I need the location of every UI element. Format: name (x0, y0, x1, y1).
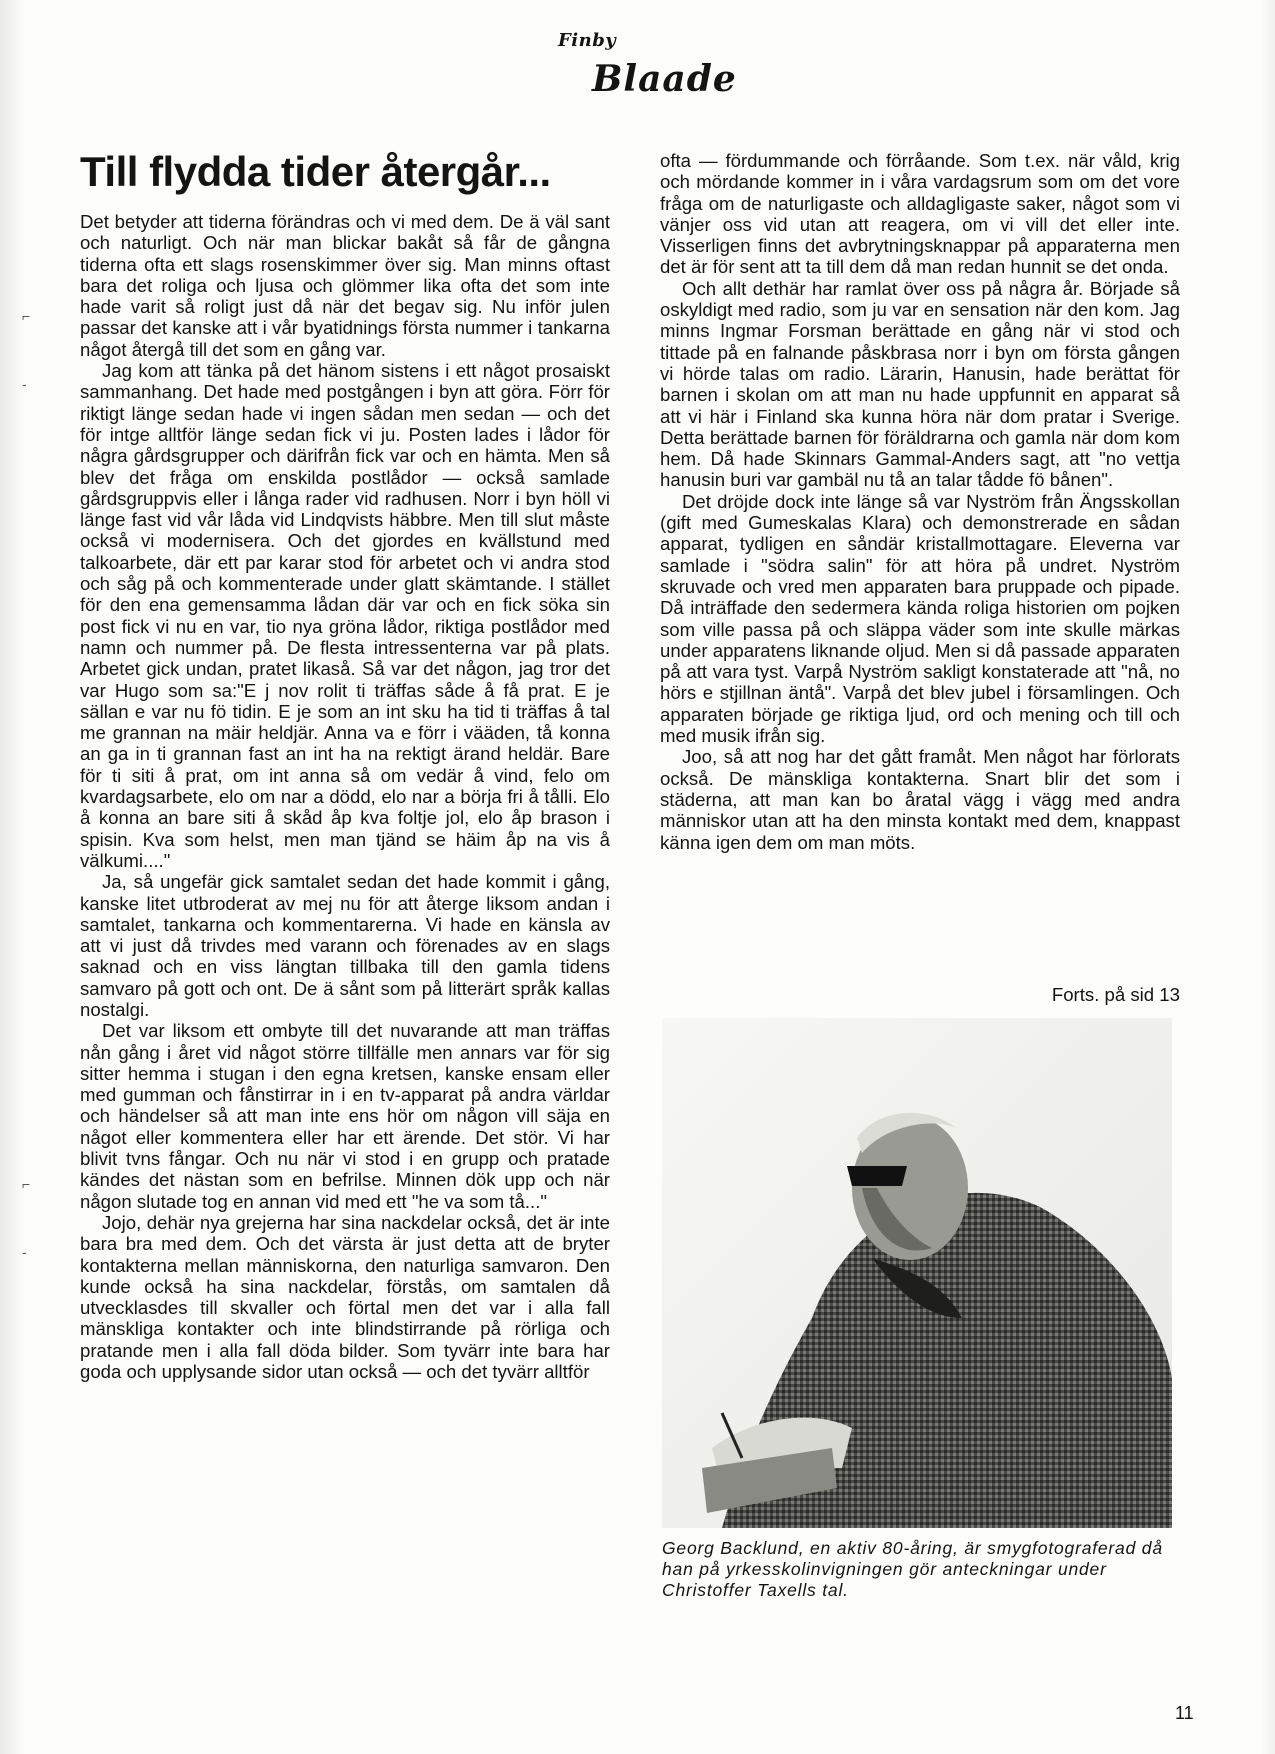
photo-caption: Georg Backlund, en aktiv 80-åring, är smygfotograferad då han på yrkesskolinvigningen gör anteckningar under Christoffer Taxells tal. (662, 1538, 1163, 1600)
margin-mark: ⌐ (22, 308, 31, 324)
photo-illustration (662, 1018, 1172, 1528)
masthead-line-2: Blaade (592, 58, 737, 100)
article-headline: Till flydda tider återgår... (80, 148, 551, 195)
article-column-left (80, 211, 610, 1382)
paragraph: Det dröjde dock inte länge så var Nyström från Ängsskollan (gift med Gumeskalas Klara) och demonstrerade en sådan apparat, tydligen en såndär kristallmottagare. Eleverna var samlade i "södra salin" för att höra på undret. Nyström skruvade och vred men apparaten bara pruppade och pipade. Då inträffade den sedermera kända roliga historien om pojken som ville passa på och släppa väder som inte skulle märkas under apparatens liknande oljud. Men si då passade apparaten på att vara tyst. Varpå Nyström sakligt konstaterade att "nå, no hörs e stjillnan äntå". Varpå det blev jubel i församlingen. Och apparaten började ge riktiga ljud, ord och mening och till och med musik ifrån sig. (660, 490, 1180, 747)
paragraph: Och allt dethär har ramlat över oss på några år. Började så oskyldigt med radio, som ju var en sensation när den kom. Jag minns Ingmar Forsman berättade en gång när vi stod och tittade på en falnande påskbrasa norr i byn om första gången vi hörde talas om radio. Lärarin, Hanusin, hade berättat för barnen i skolan om att man nu hade uppfunnit en apparat så att vi här i Finland ska kunna höra när dom pratar i Sverige. Detta berättade barnen för föräldrarna och gamla när dom kom hem. Då hade Skinnars Gammal-Anders sagt, att "no vettja hanusin buri var gambäl nu tå an talar tådde fö bånen". (660, 277, 1180, 491)
masthead-line-1: Finby (558, 30, 617, 51)
margin-mark: ‐ (22, 376, 27, 392)
page-edge-left (0, 0, 24, 1754)
paragraph: Jojo, dehär nya grejerna har sina nackdelar också, det är inte bara bra med dem. Och det värsta är just detta att de bryter kontakterna mellan människorna, den naturliga samvaron. Den kunde också ha sina nackdelar, förstås, om samtalen då utvecklasdes till skvaller och förtal men det var i alla fall mänskliga kontakter och inte blindstirrande på rörliga och pratande men i alla fall döda bilder. Som tyvärr inte bara har goda och upplysande sidor utan också — och det tyvärr alltför (80, 1211, 610, 1383)
margin-mark: ‐ (22, 1244, 27, 1260)
paragraph: Det betyder att tiderna förändras och vi med dem. De ä väl sant och naturligt. Och när man blickar bakåt så får de gångna tiderna ofta ett slags rosenskimmer över sig. Man minns oftast bara det roliga och ljusa och glömmer lika ofta det som inte hade varit så roligt just då när det begav sig. Nu inför julen passar det kanske att i vår byatidnings första nummer i tankarna något återgå till det som en gång var. (80, 211, 610, 360)
article-column-right (660, 150, 1180, 853)
paragraph: Det var liksom ett ombyte till det nuvarande att man träffas nån gång i året vid något större tillfälle men annars var för sig sitter hemma i stugan i den egna kretsen, kanske ensam eller med gumman och fånstirrar in i en tv-apparat på andra världar och händelser så att man inte ens hör om någon vill säja en något eller kommentera eller har ett ärende. Det stör. Vi har blivit tvns fångar. Och nu när vi stod i en grupp och pratade kändes det nästan som en befrilse. Minnen dök upp och när någon slutade tog en annan vid med ett "he va som tå..." (80, 1020, 610, 1212)
masthead-logo (540, 26, 760, 106)
photo-elderly-man-writing (662, 1018, 1172, 1528)
page-edge-right (1261, 0, 1275, 1754)
paragraph: Joo, så att nog har det gått framåt. Men något har förlorats också. De mänskliga kontakterna. Snart blir det som i städerna, att man kan bo åratal vägg i vägg med andra människor utan att ha den minsta kontakt med dem, knappast känna igen dem om man möts. (660, 746, 1180, 853)
continued-note: Forts. på sid 13 (1051, 984, 1180, 1005)
paragraph: ofta — fördummande och förråande. Som t.ex. när våld, krig och mördande kommer in i våra vardagsrum som om det vore fråga om de naturligaste och alldagligaste saker, något som vi vänjer oss vid utan att reagera, om vi vill det eller inte. Visserligen finns det avbrytningsknappar på apparaterna men det är för sent att ta till dem då man redan hunnit se det onda. (660, 150, 1180, 278)
page-number: 11 (1175, 1703, 1194, 1723)
paragraph: Ja, så ungefär gick samtalet sedan det hade kommit i gång, kanske litet utbroderat av mej nu för att återge liksom andan i samtalet, tankarna och kommentarerna. Vi hade en känsla av att vi just då trivdes med varann och förenades av en slags saknad och en viss längtan tillbaka till den gamla tidens samvaro på gott och ont. De ä sånt som på litterärt språk kallas nostalgi. (80, 871, 610, 1020)
paragraph: Jag kom att tänka på det hänom sistens i ett något prosaiskt sammanhang. Det hade med postgången i byn att göra. Förr för riktigt länge sedan hade vi ingen sådan men sedan — och det för intge alltför länge sedan fick vi ju. Posten lades i lådor för några gårdsgrupper och därifrån fick var och en hämta. Men så blev det fråga om enskilda postlådor — också samlade gårdsgruppvis eller i långa rader vid radhusen. Norr i byn höll vi länge fast vid vår låda vid Lindqvists häbbre. Men till slut måste också vi modernisera. Och det gjordes en kvällstund med talkoarbete, där ett par karar stod för arbetet och vi andra stod och såg på och kommenterade under glatt skämtande. I stället för den ena gemensamma lådan där var och en fick söka sin post fick vi nu en var, tio nya gröna lådor, riktiga postlådor med namn och nummer på. De flesta intressenterna var på plats. Arbetet gick undan, pratet likaså. Så var det någon, jag tror det var Hugo som sa:"E j nov rolit ti träffas såde å få prat. E je sällan e var nu fö tidin. E je som an int sku ha tid ti träffas å tal me grannan na mäir heldjär. Anna va e förr i vääden, tå konna an ga in ti grannan fast an int ha na rektigt ärand heldär. Bare för ti siti å prat, om int anna så om vedär å vind, felo om kvardagsarbete, elo om nar a dödd, elo nar a börja fri å tålli. Elo å konna an bare siti å skåd åp kva foltje jol, elo åp brason i spisin. Kva som helst, men man tjänd se häim åp na vis å välkumi...." (80, 360, 610, 871)
margin-mark: ⌐ (22, 1176, 31, 1192)
